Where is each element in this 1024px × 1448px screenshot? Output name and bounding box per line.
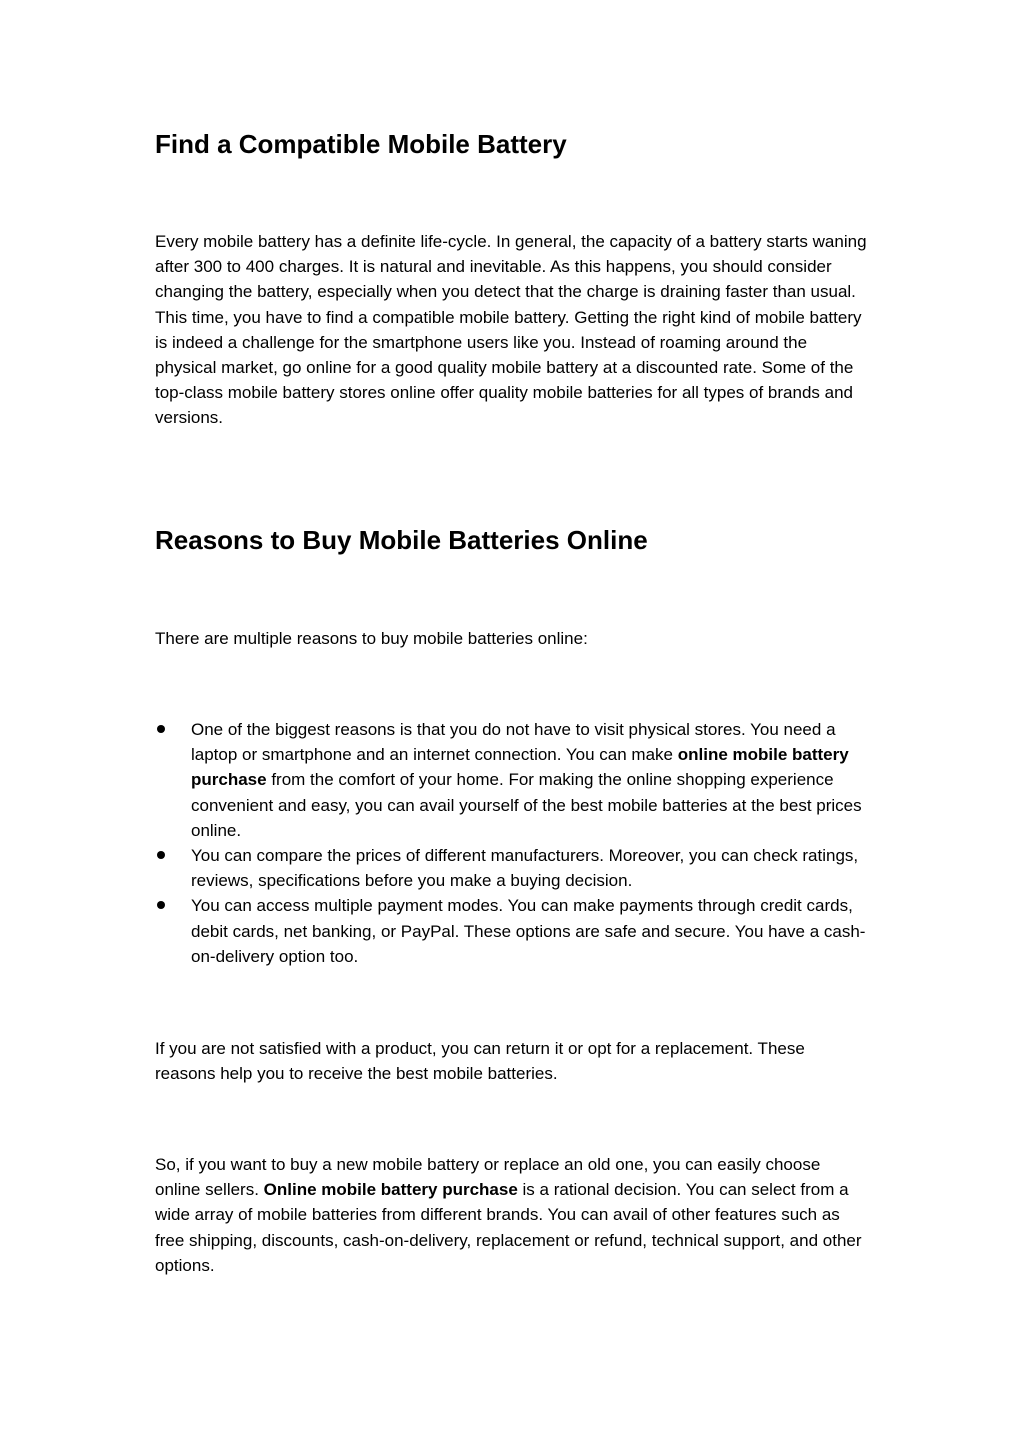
list-item xyxy=(155,843,875,893)
bullet-icon xyxy=(157,901,165,909)
list-item-bold-phrase: online mobile battery purchase xyxy=(191,745,849,790)
return-paragraph: If you are not satisfied with a product, you can return it or opt for a replacement. These reasons help you to receive the best mobile batteries. xyxy=(155,1039,805,1084)
list-item xyxy=(155,893,875,969)
intro-paragraph: Every mobile battery has a definite life-cycle. In general, the capacity of a battery starts waning after 300 to 400 charges. It is natural and inevitable. As this happens, you should consider changing the battery, especially when you detect that the charge is draining faster than usual. This time, you have to find a compatible mobile battery. Getting the right kind of mobile battery is indeed a challenge for the smartphone users like you. Instead of roaming around the physical market, go online for a good quality mobile battery at a discounted rate. Some of the top-class mobile battery stores online offer quality mobile batteries for all types of brands and versions. xyxy=(155,232,867,428)
list-item-text-end: from the comfort of your home. For making the online shopping experience convenient and easy, you can avail yourself of the best mobile batteries at the best prices online. xyxy=(191,770,862,840)
list-item-text-start: One of the biggest reasons is that you do not have to visit physical stores. You need a laptop or smartphone and an internet connection. You can make xyxy=(191,720,836,765)
reasons-lead-paragraph: There are multiple reasons to buy mobile batteries online: xyxy=(155,629,588,648)
reasons-list xyxy=(155,717,875,969)
conclusion-paragraph xyxy=(155,1152,867,1278)
list-item-text: You can access multiple payment modes. You can make payments through credit cards, debit cards, net banking, or PayPal. These options are safe and secure. You have a cash-on-delivery option too. xyxy=(191,896,866,966)
conclusion-text-end: is a rational decision. You can select from a wide array of mobile batteries from different brands. You can avail of other features such as free shipping, discounts, cash-on-delivery, replacement or refund, technical support, and other options. xyxy=(155,1180,862,1275)
section-title-compatible-battery: Find a Compatible Mobile Battery xyxy=(155,129,567,159)
bullet-icon xyxy=(157,851,165,859)
list-item xyxy=(155,717,875,843)
conclusion-text-start: So, if you want to buy a new mobile battery or replace an old one, you can easily choose online sellers. xyxy=(155,1155,821,1200)
bullet-icon xyxy=(157,725,165,733)
list-item-text: You can compare the prices of different manufacturers. Moreover, you can check ratings, reviews, specifications before you make a buying decision. xyxy=(191,846,859,891)
section-title-reasons: Reasons to Buy Mobile Batteries Online xyxy=(155,525,648,555)
conclusion-bold-phrase: Online mobile battery purchase xyxy=(263,1180,518,1200)
